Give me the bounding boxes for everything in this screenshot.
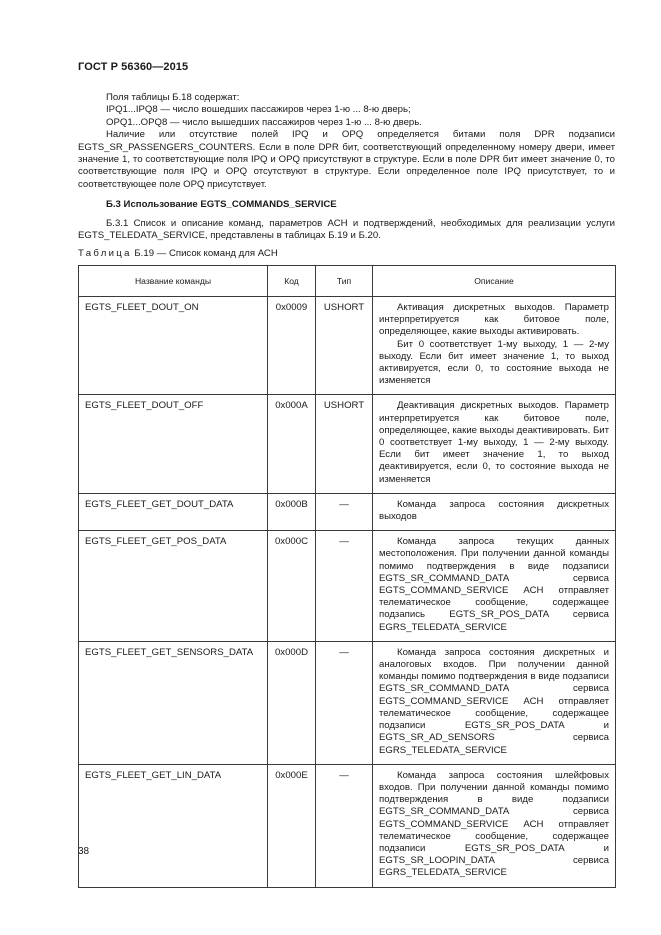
description-paragraph: Деактивация дискретных выходов. Параметр интерпретируется как битовое поле, определяющее, какие выходы деактивировать. Бит 0 соответствует 1-му выходу, 1 — 2-му выходу. Если бит имеет значение 1, то выход деактивируется, если 0, то состояние выхода не изменяется bbox=[379, 400, 609, 485]
command-description bbox=[373, 641, 616, 764]
description-paragraph: Активация дискретных выходов. Параметр интерпретируется как битовое поле, определяющее, какие выходы активировать. bbox=[379, 302, 609, 338]
description-paragraph: Бит 0 соответствует 1-му выходу, 1 — 2-му выходу. Если бит имеет значение 1, то выход активируется, если 0, то состояние выхода не изменяется bbox=[379, 338, 609, 387]
command-description bbox=[373, 764, 616, 887]
page-number: 38 bbox=[78, 846, 90, 857]
command-type: USHORT bbox=[316, 395, 373, 493]
description-paragraph: Команда запроса состояния дискретных и аналоговых входов. При получении данной команды помимо подтверждения в виде подзаписи EGTS_SR_COMMAND_DATA сервиса EGTS_COMMAND_SERVICE АСН отправляет телематическое сообщение, содержащее подзаписи EGTS_SR_POS_DATA и EGTS_SR_AD_SENSORS сервиса EGRS_TELEDATA_SERVICE bbox=[379, 646, 609, 756]
command-description bbox=[373, 297, 616, 395]
command-name: EGTS_FLEET_GET_LIN_DATA bbox=[79, 764, 268, 887]
table-row bbox=[79, 641, 616, 764]
command-type: USHORT bbox=[316, 297, 373, 395]
description-paragraph: Команда запроса состояния шлейфовых входов. При получении данной команды помимо подтверждения в виде подзаписи EGTS_SR_COMMAND_DATA сервиса EGTS_COMMAND_SERVICE АСН отправляет телематическое сообщение, содержащее подзаписи EGTS_SR_POS_DATA и EGTS_SR_LOOPIN_DATA сервиса EGRS_TELEDATA_SERVICE bbox=[379, 769, 609, 879]
command-code: 0x000E bbox=[268, 764, 316, 887]
section-paragraph-1: Б.3.1 Список и описание команд, параметров АСН и подтверждений, необходимых для реализации услуги EGTS_TELEDATA_SERVICE, представлены в таблицах Б.19 и Б.20. bbox=[78, 217, 615, 242]
description-paragraph: Команда запроса текущих данных местоположения. При получении данной команды помимо подтверждения в виде подзаписи EGTS_SR_COMMAND_DATA сервиса EGTS_COMMAND_SERVICE АСН отправляет телематическое сообщение, содержащее подзапись EGTS_SR_POS_DATA сервиса EGRS_TELEDATA_SERVICE bbox=[379, 536, 609, 633]
command-type: — bbox=[316, 641, 373, 764]
table-caption-prefix: Таблица bbox=[78, 248, 132, 259]
commands-table bbox=[78, 265, 616, 888]
table-caption-text: Б.19 — Список команд для АСН bbox=[134, 248, 278, 259]
intro-paragraph-4: Наличие или отсутствие полей IPQ и OPQ определяется битами поля DPR подзаписи EGTS_SR_PASSENGERS_COUNTERS. Если в поле DPR бит, соответствующий определенному номеру двери, имеет значение 1, то соответствующие поля IPQ и OPQ присутствуют в структуре. Если в поле DPR бит имеет значение 0, то соответствующие поля IPQ и OPQ отсутствуют в структуре. Если определенное поле IPQ присутствует, то и соответствующее поле OPQ присутствует. bbox=[78, 129, 615, 190]
command-code: 0x000D bbox=[268, 641, 316, 764]
command-code: 0x0009 bbox=[268, 297, 316, 395]
command-type: — bbox=[316, 764, 373, 887]
intro-paragraph-2: IPQ1...IPQ8 — число вошедших пассажиров через 1-ю ... 8-ю дверь; bbox=[106, 104, 411, 116]
command-name: EGTS_FLEET_GET_DOUT_DATA bbox=[79, 493, 268, 530]
header-code: Код bbox=[268, 266, 316, 297]
intro-text bbox=[78, 92, 615, 242]
command-code: 0x000C bbox=[268, 531, 316, 642]
command-name: EGTS_FLEET_DOUT_ON bbox=[79, 297, 268, 395]
command-type: — bbox=[316, 531, 373, 642]
command-code: 0x000A bbox=[268, 395, 316, 493]
table-row bbox=[79, 764, 616, 887]
command-name: EGTS_FLEET_GET_SENSORS_DATA bbox=[79, 641, 268, 764]
header-description: Описание bbox=[373, 266, 616, 297]
table-row bbox=[79, 297, 616, 395]
section-title: Б.3 Использование EGTS_COMMANDS_SERVICE bbox=[106, 199, 337, 211]
intro-paragraph-1: Поля таблицы Б.18 содержат: bbox=[106, 92, 240, 103]
table-row bbox=[79, 395, 616, 493]
table-row bbox=[79, 531, 616, 642]
header-type: Тип bbox=[316, 266, 373, 297]
document-header: ГОСТ Р 56360—2015 bbox=[78, 61, 189, 73]
command-code: 0x000B bbox=[268, 493, 316, 530]
description-paragraph: Команда запроса состояния дискретных выходов bbox=[379, 498, 609, 523]
header-command-name: Название команды bbox=[79, 266, 268, 297]
command-description bbox=[373, 395, 616, 493]
command-type: — bbox=[316, 493, 373, 530]
table-header-row bbox=[79, 266, 616, 297]
table-caption bbox=[78, 248, 278, 259]
command-name: EGTS_FLEET_DOUT_OFF bbox=[79, 395, 268, 493]
command-description bbox=[373, 531, 616, 642]
table-row bbox=[79, 493, 616, 530]
command-name: EGTS_FLEET_GET_POS_DATA bbox=[79, 531, 268, 642]
intro-paragraph-3: OPQ1...OPQ8 — число вышедших пассажиров через 1-ю ... 8-ю дверь. bbox=[106, 116, 422, 128]
command-description bbox=[373, 493, 616, 530]
